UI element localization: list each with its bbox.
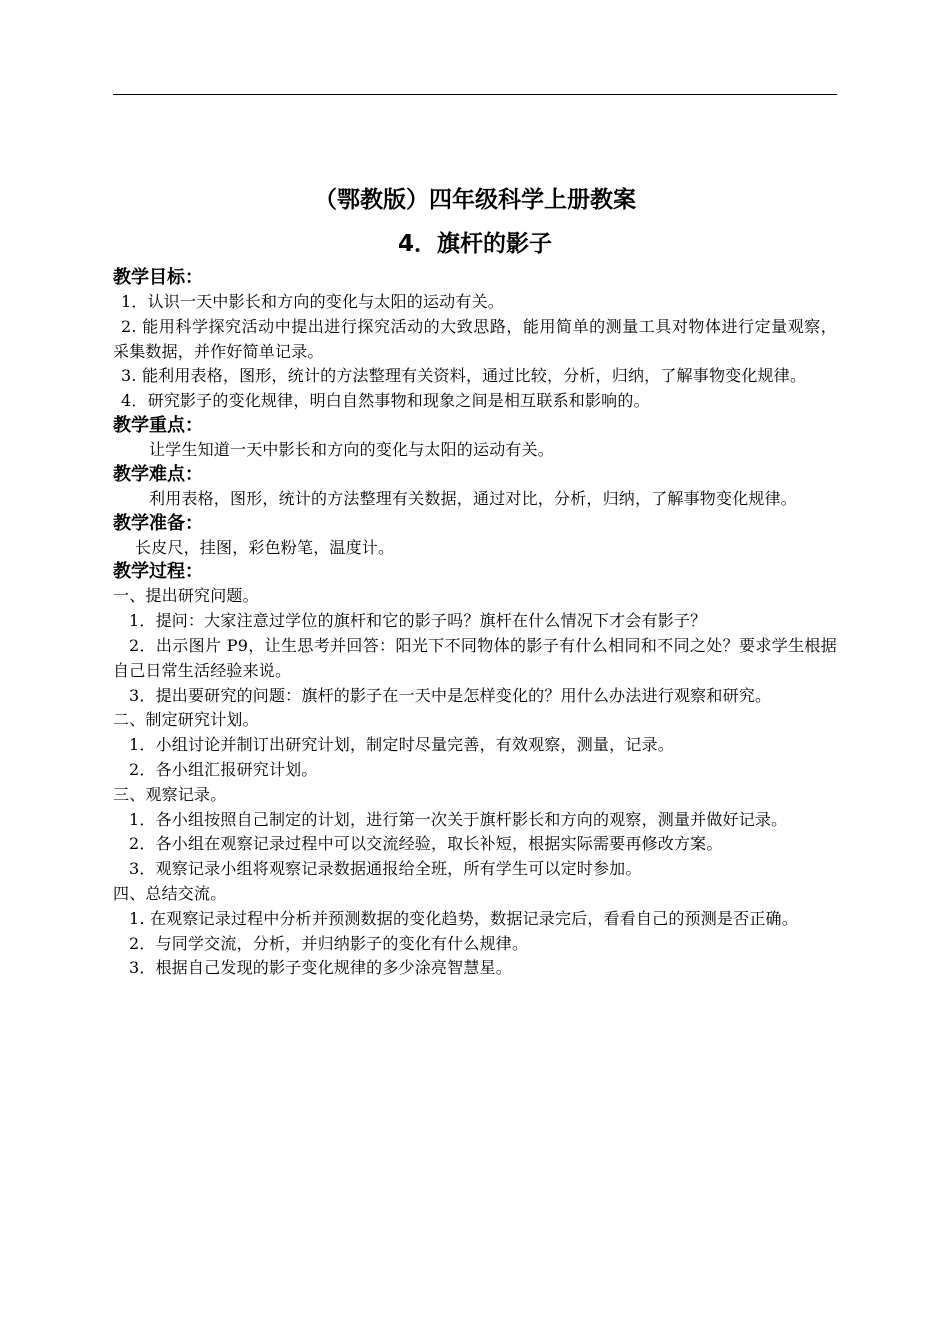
preparation-text: 长皮尺，挂图，彩色粉笔，温度计。 xyxy=(135,537,395,557)
document-body xyxy=(113,178,837,981)
process-step-item: 2．各小组汇报研究计划。 xyxy=(129,759,318,779)
process-step-title: 二、制定研究计划。 xyxy=(113,710,259,730)
difficulty-section xyxy=(113,463,837,512)
process-heading: 教学过程： xyxy=(113,561,203,583)
process-step-item: 1．小组讨论并制订出研究计划，制定时尽量完善，有效观察，测量，记录。 xyxy=(129,735,674,755)
process-step-item: 3．根据自己发现的影子变化规律的多少涂亮智慧星。 xyxy=(129,958,512,978)
difficulty-heading: 教学难点： xyxy=(113,463,203,485)
process-section xyxy=(113,560,837,981)
process-step-item: 2．出示图片 P9，让生思考并回答：阳光下不同物体的影子有什么相同和不同之处？要求学生根据自己日常生活经验来说。 xyxy=(113,635,837,680)
process-step-item: 3．提出要研究的问题：旗杆的影子在一天中是怎样变化的？用什么办法进行观察和研究。 xyxy=(129,685,772,705)
header-rule xyxy=(113,94,837,95)
process-step-item: 1. 在观察记录过程中分析并预测数据的变化趋势，数据记录完后，看看自己的预测是否正确。 xyxy=(129,908,798,928)
process-step-item: 2．各小组在观察记录过程中可以交流经验，取长补短，根据实际需要再修改方案。 xyxy=(129,834,723,854)
process-step-item: 3．观察记录小组将观察记录数据通报给全班，所有学生可以定时参加。 xyxy=(129,859,642,879)
process-step-title: 三、观察记录。 xyxy=(113,784,227,804)
objective-item: 2. 能用科学探究活动中提出进行探究活动的大致思路，能用简单的测量工具对物体进行定量观察，采集数据，并作好简单记录。 xyxy=(113,316,837,361)
key-point-heading: 教学重点： xyxy=(113,414,203,436)
process-step-title: 一、提出研究问题。 xyxy=(113,586,259,606)
objective-item: 1．认识一天中影长和方向的变化与太阳的运动有关。 xyxy=(121,292,504,311)
objective-item: 3. 能利用表格，图形，统计的方法整理有关资料，通过比较，分析，归纳，了解事物变化规律。 xyxy=(121,366,807,386)
key-point-text: 让学生知道一天中影长和方向的变化与太阳的运动有关。 xyxy=(149,439,555,459)
objective-item: 4．研究影子的变化规律，明白自然事物和现象之间是相互联系和影响的。 xyxy=(121,391,650,411)
lesson-title: 4．旗杆的影子 xyxy=(397,231,552,257)
process-step-item: 2．与同学交流，分析，并归纳影子的变化有什么规律。 xyxy=(129,933,529,953)
process-step-item: 1．各小组按照自己制定的计划，进行第一次关于旗杆影长和方向的观察，测量并做好记录。 xyxy=(129,809,788,829)
objectives-section xyxy=(113,266,837,414)
document-title: （鄂教版）四年级科学上册教案 xyxy=(314,187,636,213)
preparation-section xyxy=(113,512,837,561)
difficulty-text: 利用表格，图形，统计的方法整理有关数据，通过对比，分析，归纳，了解事物变化规律。 xyxy=(149,488,798,508)
process-step-title: 四、总结交流。 xyxy=(113,883,227,903)
preparation-heading: 教学准备： xyxy=(113,512,203,534)
process-step-item: 1．提问：大家注意过学位的旗杆和它的影子吗？旗杆在什么情况下才会有影子？ xyxy=(129,611,707,631)
key-point-section xyxy=(113,414,837,463)
objectives-heading: 教学目标： xyxy=(113,267,203,288)
